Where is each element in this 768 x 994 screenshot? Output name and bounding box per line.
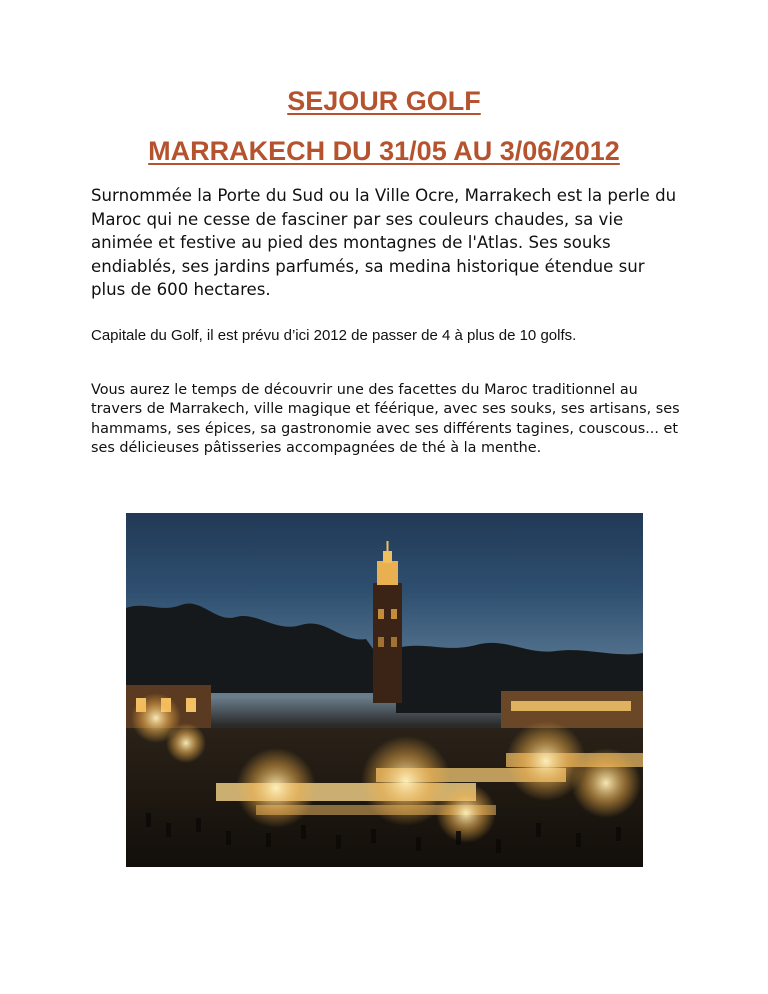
title-sejour-golf: SEJOUR GOLF	[287, 86, 481, 116]
paragraph-intro: Surnommée la Porte du Sud ou la Ville Ocre, Marrakech est la perle du Maroc qui ne cesse de fasciner par ses couleurs chaudes, sa vie animée et festive au pied des montagnes de l'Atlas. Ses souks endiablés, ses jardins parfumés, sa medina historique étendue sur plus de 600 hectares.	[91, 186, 677, 299]
photo-illustration	[126, 513, 643, 867]
marrakech-night-photo	[126, 513, 643, 867]
paragraph-discover: Vous aurez le temps de découvrir une des facettes du Maroc traditionnel au travers de Marrakech, ville magique et féérique, avec ses souks, ses artisans, ses hammams, ses épices, sa gastronomie avec ses différents tagines, couscous... et ses délicieuses pâtisseries accompagnées de thé à la menthe.	[91, 382, 680, 457]
paragraph-golf: Capitale du Golf, il est prévu d’ici 2012 de passer de 4 à plus de 10 golfs.	[91, 327, 577, 344]
title-marrakech-dates: MARRAKECH DU 31/05 AU 3/06/2012	[148, 136, 620, 166]
